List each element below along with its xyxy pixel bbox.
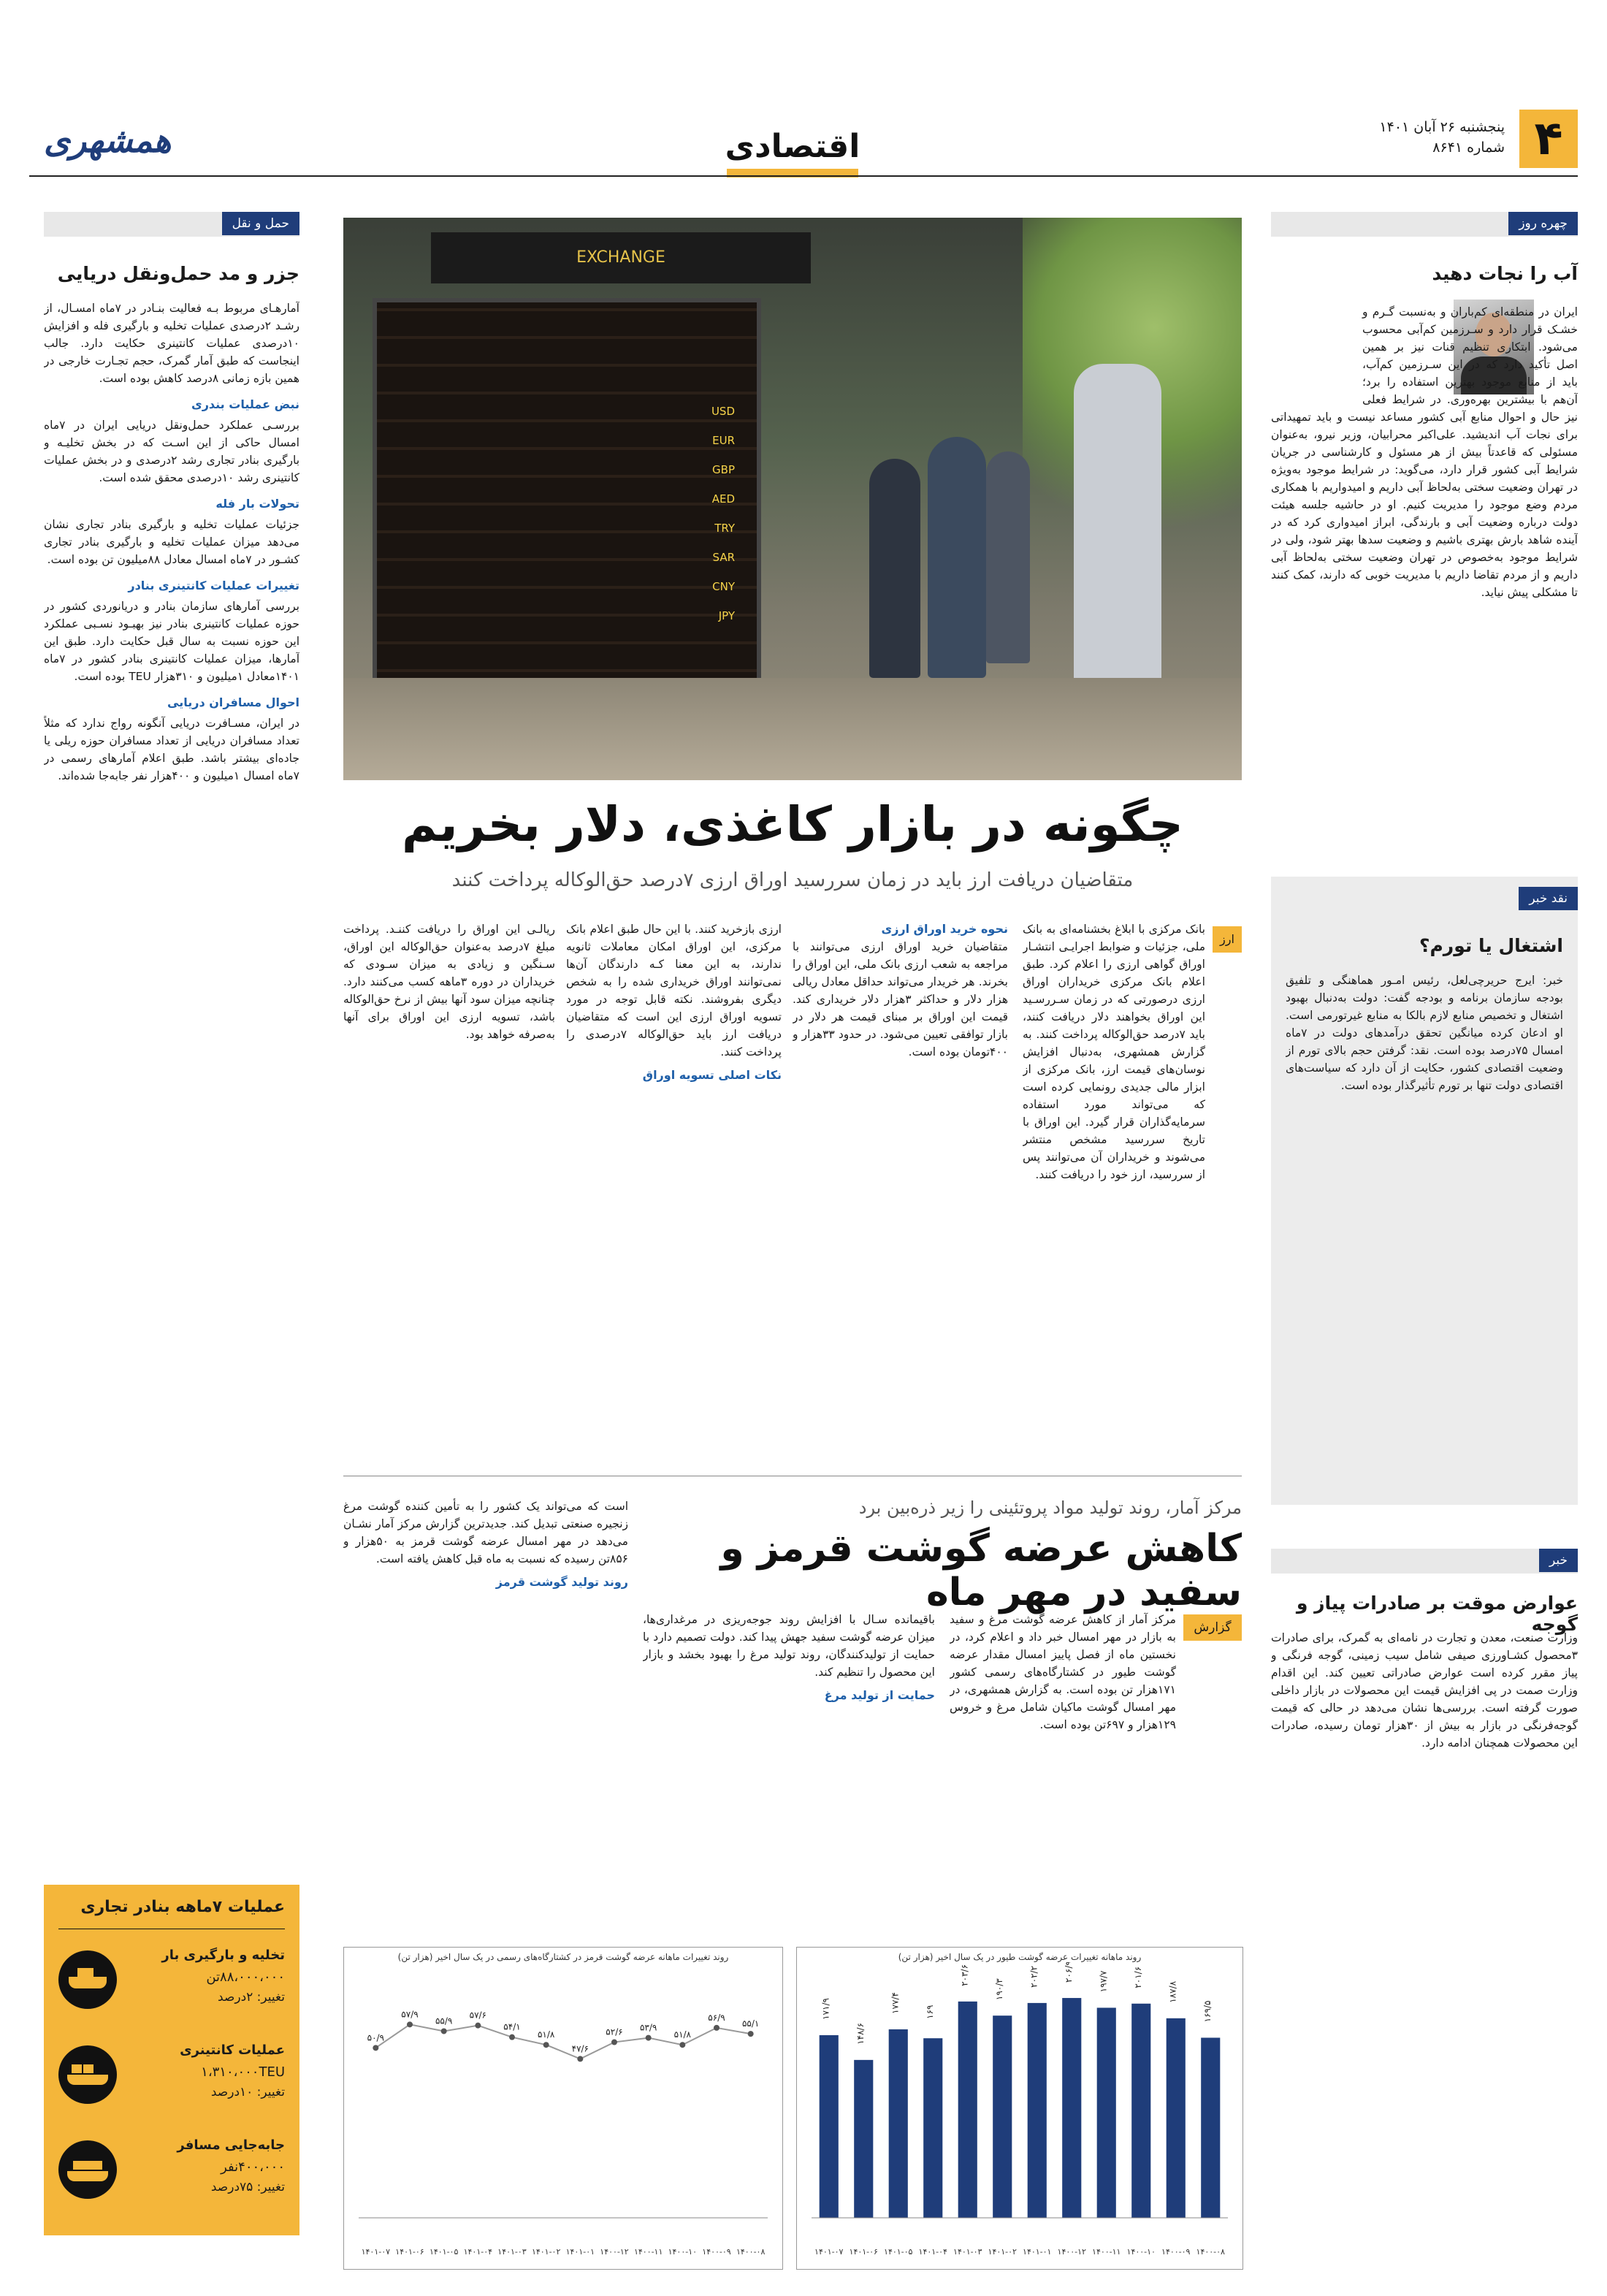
pedestrian (986, 451, 1030, 663)
x-tick-label: ۱۴۰۱-۰۳ (953, 2247, 982, 2257)
x-tick-label: ۱۴۰۰-۱۱ (633, 2247, 663, 2257)
main-col4: ریالـی این اوراق را دریافت کننـد. پرداخت مبلغ ۷درصد به‌عنوان حق‌الوکاله این اوراق، سـنگین و زیادی به میزان سـودی که خریداران در دوره ۳ماهه کسب می‌کنند دارد. چنانچه میزان سود آنها بیش از نرخ حق‌الوکاله باشد، تسویه ارزی این اوراق برای آنها به‌صرفه خواهد بود. (343, 923, 555, 1041)
bar-value-label: ۱۶۹ (925, 2005, 936, 2019)
point-value-label: ۵۳/۹ (639, 2022, 657, 2033)
nagh-body: خبر: ایرج حریرچی‌لعل، رئیس امـور هماهنگی و تلفیق بودجه سازمان برنامه و بودجه گفت: دولت به‌دنبال بهبود اشتغال و تخصیص منابع لازم بالکا به منابع غیرتورمی است. او ادعان کرده میانگین تحقق درآمدهای دولت در ۷ماه امسال ۷۵درصد بوده است. نقد: گرفتن حجم بالای تورم از وضعیت اقتصادی کشور، حکایت از آن دارد که سیاست‌های اقتصادی دولت تنها بر تورم تأثیرگذار بوده است. (1286, 974, 1563, 1092)
point-value-label: ۵۰/۹ (367, 2032, 385, 2043)
meat-col2-sub: حمایت از تولید مرغ (824, 1688, 935, 1702)
page-number: ۴ (1519, 110, 1578, 168)
board-row: GBP (712, 463, 735, 476)
main-col1: بانک مرکزی با ابلاغ بخشنامه‌ای به بانک ملی، جزئیات و ضوابط اجرایـی انتشـار اوراق گواهی ارزی را اعلام کرد. طبق اعلام بانک مرکزی خریداران اوراق ارزی درصورتی که در زمان سـررسـید این اوراق بخواهند دلار دریافت کنند، باید ۷درصد حق‌الوکاله پرداخت کنند. به گزارش همشهری، به‌دنبال افزایش نوسان‌های قیمت ارز، بانک مرکزی از ابزار مالی جدیدی رونمایی کرده است که می‌تواند مورد استفاده سرمایه‌گذاران قرار گیرد. این اوراق با تاریخ سررسید مشخص منتشر می‌شوند و خریداران آن می‌توانند پس از سررسید، ارز خود را دریافت کنند. (1023, 923, 1205, 1181)
x-tick-label: ۱۴۰۱-۰۱ (1023, 2247, 1052, 2257)
left-sub4: احوال مسافران دریایی (167, 695, 299, 709)
infobox-value: ۸۸،۰۰۰،۰۰۰تن (206, 1969, 285, 1985)
nagh-khabar-box (1271, 877, 1578, 1505)
left-col-header (44, 212, 299, 237)
left-sub1: نبض عملیات بندری (191, 397, 299, 411)
line-point (714, 2025, 719, 2031)
infobox-item-cargo (58, 1943, 285, 2024)
bar-value-label: ۱۶۹/۵ (1202, 2000, 1213, 2023)
nagh-title: اشتغال یا تورم؟ (1419, 935, 1563, 956)
x-tick-label: ۱۴۰۱-۰۵ (429, 2247, 459, 2257)
point-value-label: ۵۷/۹ (401, 2009, 419, 2020)
chart-bar (820, 2035, 839, 2218)
infobox-item-passenger (58, 2133, 285, 2213)
board-row: EUR (712, 434, 735, 447)
series-line (375, 2021, 750, 2059)
tag-haml-naghl: حمل و نقل (222, 212, 299, 235)
bar-value-label: ۱۹۰/۳ (994, 1978, 1005, 2001)
bar-value-label: ۱۷۷/۴ (890, 1992, 901, 2014)
tag-khabar: خبر (1539, 1549, 1578, 1572)
left-p5: در ایران، مسـافرت دریایی آنگونه رواج ندارد که مثلاً تعداد مسافران دریایی از تعداد مسافران حوزه ریلی یا جاده‌ای بیشتر باشد. طبق اعلام آمارهای رسمی در ۷ماه امسال ۱میلیون و ۴۰۰هزار نفر جابه‌جا شده‌اند. (44, 717, 299, 782)
khabar-header (1271, 1549, 1578, 1574)
chehre-body (1271, 303, 1578, 844)
x-tick-label: ۱۴۰۰-۱۰ (668, 2247, 698, 2257)
pedestrian (869, 459, 920, 678)
x-tick-label: ۱۴۰۱-۰۷ (814, 2247, 844, 2257)
bar-value-label: ۲۰۱/۶ (1133, 1966, 1144, 1988)
point-value-label: ۵۱/۸ (537, 2029, 555, 2040)
left-p3: جزئیات عملیات تخلیه و بارگیری بنادر تجاری نشان می‌دهد میزان عملیات تخلیه و بارگیری بنادر تجاری کشـور در ۷ماه امسال معادل ۸۸میلیون تن بوده است. (44, 518, 299, 566)
bar-value-label: ۲۰۲/۲ (1028, 1965, 1039, 1988)
point-value-label: ۵۴/۱ (503, 2021, 521, 2032)
x-tick-label: ۱۴۰۰-۰۸ (1196, 2247, 1225, 2257)
section-title: اقتصادی (725, 128, 860, 165)
x-tick-label: ۱۴۰۱-۰۳ (497, 2247, 527, 2257)
bar-value-label: ۱۴۸/۶ (855, 2022, 866, 2045)
exchange-sign: EXCHANGE (431, 232, 811, 283)
infobox-title: عملیات ۷ماهه بنادر تجاری (80, 1898, 285, 1916)
meat-col1: مرکز آمار از کاهش عرضه گوشت مرغ و سفید به بازار در مهر امسال خبر داد و اعلام کرد، در نخستین ماه از فصل پاییز امسال مقدار عرضه گوشت طیور در کشتارگاه‌های رسمی کشور ۱۷۱هزار تن بوده است. به گزارش همشهری، در مهر امسال گوشت ماکیان شامل مرغ و خروس ۱۲۹هزار و ۶۹۷تن بوده است. (950, 1613, 1176, 1731)
infobox-value: ۱،۳۱۰،۰۰۰TEU (201, 2064, 285, 2080)
infobox-item-container (58, 2038, 285, 2118)
infobox-value: ۴۰۰،۰۰۰نفر (221, 2159, 285, 2175)
main-col3-sub: نکات اصلی تسویه اوراق (642, 1068, 782, 1082)
line-point (543, 2042, 549, 2048)
chart-bar (993, 2015, 1012, 2218)
meat-col3-text: است که می‌تواند یک کشور را به تأمین کننده گوشت مرغ زنجیره صنعتی تبدیل کند. جدیدترین گزارش مرکز آمار نشـان می‌دهد در مهر امسال عرضه گوشت قرمز به ۵۰هزار و ۸۵۶تن رسیده که نسبت به ماه قبل کاهش یافته است. (343, 1500, 628, 1565)
chehre-title: آب را نجات دهید (1432, 263, 1578, 284)
rate-board (373, 298, 761, 701)
bar-value-label: ۱۷۱/۹ (820, 1998, 831, 2020)
tag-nagh-khabar: نقد خبر (1519, 887, 1578, 910)
left-sub3: تغییرات عملیات کانتینری بنادر (128, 579, 299, 592)
bar-value-label: ۲۰۶/۹ (1064, 1962, 1074, 1983)
x-tick-label: ۱۴۰۱-۰۶ (395, 2247, 424, 2257)
infobox-label: عملیات کانتینری (180, 2043, 285, 2058)
x-tick-label: ۱۴۰۱-۰۲ (531, 2247, 561, 2257)
bar-value-label: ۱۹۷/۷ (1098, 1970, 1109, 1993)
bar-value-label: ۱۸۷/۸ (1167, 1980, 1178, 2003)
meat-pretitle: مرکز آمار، روند تولید مواد پروتئینی را زیر ذره‌بین برد (858, 1498, 1242, 1518)
point-value-label: ۵۲/۶ (606, 2026, 623, 2037)
left-title: جزر و مد حمل‌ونقل دریایی (57, 263, 299, 284)
chart-bar (1201, 2037, 1220, 2218)
sidewalk (343, 678, 1242, 780)
line-point (407, 2021, 413, 2027)
main-col3-text: ارزی بازخرید کنند. با این حال طبق اعلام بانک مرکزی، این اوراق امکان معاملات ثانویه ندارند، به این معنا کـه دارندگان آن‌ها نمی‌توانند اوراق خریداری شده را به شخص دیگری بفروشند. نکته قابل توجه در مورد تسویه اوراق ارزی این است که متقاضیان دریافت ارز باید حق‌الوکاله ۷درصدی را پرداخت کنند. (566, 923, 782, 1059)
line-point (679, 2042, 685, 2048)
poultry-chart-title: روند ماهانه تغییرات عرضه گوشت طیور در یک سال اخیر (هزار تن) (898, 1952, 1142, 1962)
x-tick-label: ۱۴۰۱-۰۷ (361, 2247, 391, 2257)
cargo-ship-icon (58, 1950, 117, 2009)
x-tick-label: ۱۴۰۰-۱۲ (1057, 2247, 1086, 2257)
board-row: USD (711, 405, 735, 418)
chart-bar (958, 2002, 977, 2218)
left-body (44, 300, 299, 1856)
redmeat-line-chart (344, 1962, 782, 2262)
chart-bar (1131, 2004, 1150, 2218)
line-point (611, 2040, 617, 2045)
board-row: AED (711, 492, 735, 506)
khabar-body: وزارت صنعت، معدن و تجارت در نامه‌ای به گمرک، برای صادرات ۳محصول کشـاورزی صیفی شامل سیب زمینی، گوجه فرنگی و پیاز مقرر کرده است عوارض صادراتی تعیین کند. این اقدام وزارت صمت در پی افزایش قیمت این محصولات در بازار داخلی صورت گرفته است. بررسی‌ها نشان می‌دهد در حالی که قیمت گوجه‌فرنگی در بازار به بیش از ۳۰هزار تومان رسیده، صادرات این محصولات همچنان ادامه دارد. (1271, 1631, 1578, 1750)
point-value-label: ۴۷/۶ (571, 2043, 589, 2054)
chart-bar (889, 2029, 908, 2218)
left-p2: بررسـی عملکرد حمل‌ونقل دریایی ایران در ۷ماه امسال حاکی از این اسـت که در بخش تخلیـه و بارگیری بنادر تجاری رشد ۲درصدی و در بخش عملیات کانتینری رشد ۱۰درصدی محقق شده است. (44, 419, 299, 484)
line-point (748, 2031, 754, 2037)
left-p4: بررسی آمارهای سازمان بنادر و دریانوردی کشور در حوزه عملیات کانتینری بنادر نیز بهبـود نسـبی عملکرد این حوزه نسبت به سال قبل حکایت دارد. طبق این آمارها، میزان عملیات کانتینری بنادر کشور در ۷ماه ۱۴۰۱معادل ۱میلیون و ۳۱۰هزار TEU بوده است. (44, 600, 299, 683)
board-row: JPY (718, 609, 735, 622)
poultry-bar-chart (797, 1962, 1243, 2262)
line-point (475, 2023, 481, 2029)
meat-col2 (643, 1611, 935, 1940)
left-sub2: تحولات بار فله (215, 497, 299, 511)
container-ship-icon (58, 2045, 117, 2104)
meat-col3-sub: روند تولید گوشت قرمز (495, 1575, 628, 1589)
board-row: SAR (712, 551, 735, 564)
chart-bar (1167, 2018, 1186, 2218)
chart-bar (854, 2060, 873, 2218)
chart-bar (1062, 1998, 1081, 2218)
chart-bar (1097, 2007, 1116, 2218)
point-value-label: ۵۵/۱ (741, 2018, 760, 2029)
passenger-ship-icon (58, 2140, 117, 2199)
exchange-photo (343, 218, 1242, 780)
infobox-label: تخلیه و بارگیری بار (161, 1948, 285, 1963)
redmeat-chart-title: روند تغییرات ماهانه عرضه گوشت قرمز در کشتارگاه‌های رسمی در یک سال اخیر (هزار تن) (397, 1952, 729, 1962)
point-value-label: ۵۶/۹ (708, 2012, 725, 2023)
x-tick-label: ۱۴۰۱-۰۱ (565, 2247, 595, 2257)
x-tick-label: ۱۴۰۰-۱۰ (1126, 2247, 1156, 2257)
pedestrian (928, 437, 986, 678)
issue-date: پنجشنبه ۲۶ آبان ۱۴۰۱ (1379, 119, 1505, 135)
x-tick-label: ۱۴۰۰-۰۸ (736, 2247, 766, 2257)
khabar-title: عوارض موقت بر صادرات پیاز و گوجه (1296, 1593, 1578, 1635)
meat-col2-text: باقیمانده سـال با افزایش روند جوجه‌ریزی در مرغداری‌ها، میزان عرضه گوشت سفید جهش پیدا کند. دولت تصمیم دارد با حمایت از تولیدکنندگان، روند تولید مرغ را بهبود بخشد و بازار این محصول را تنظیم کند. (643, 1613, 935, 1679)
line-point (509, 2034, 515, 2040)
redmeat-chart (343, 1947, 783, 2270)
bar-value-label: ۲۰۳/۶ (959, 1964, 970, 1986)
point-value-label: ۵۵/۹ (435, 2015, 453, 2026)
board-row: CNY (712, 580, 735, 593)
board-row: TRY (714, 522, 735, 535)
line-point (577, 2056, 583, 2062)
article-kicker: ارز (1213, 926, 1242, 953)
main-col3 (566, 920, 782, 1446)
section-logo (719, 128, 866, 179)
issue-info (1379, 117, 1505, 158)
infobox-change: تغییر: ۲درصد (218, 1990, 285, 2005)
infobox-change: تغییر: ۷۵درصد (210, 2180, 285, 2194)
masthead-logo: همشهری (44, 121, 172, 160)
main-col2-sub1: نحوه خرید اوراق ارزی (881, 922, 1008, 936)
main-col2 (793, 920, 1008, 1446)
chart-bar (1028, 2003, 1047, 2218)
meat-headline: کاهش عرضه گوشت قرمز و سفید در مهر ماه (720, 1527, 1242, 1614)
x-tick-label: ۱۴۰۰-۰۹ (702, 2247, 731, 2257)
x-tick-label: ۱۴۰۰-۰۹ (1161, 2247, 1191, 2257)
x-tick-label: ۱۴۰۰-۱۱ (1092, 2247, 1121, 2257)
ports-infobox (44, 1885, 299, 2235)
x-tick-label: ۱۴۰۱-۰۵ (884, 2247, 913, 2257)
infobox-change: تغییر: ۱۰درصد (210, 2085, 285, 2099)
infobox-label: جابه‌جایی مسافر (177, 2137, 285, 2153)
header-rule (29, 175, 1578, 177)
right-col-header (1271, 212, 1578, 237)
line-point (441, 2028, 447, 2034)
x-tick-label: ۱۴۰۰-۱۲ (600, 2247, 629, 2257)
main-lead: متقاضیان دریافت ارز باید در زمان سررسید اوراق ارزی ۷درصد حق‌الوکاله پرداخت کنند (451, 869, 1134, 891)
meat-col3 (343, 1498, 628, 1936)
x-tick-label: ۱۴۰۱-۰۲ (988, 2247, 1017, 2257)
x-tick-label: ۱۴۰۱-۰۶ (849, 2247, 878, 2257)
chart-bar (923, 2038, 942, 2218)
tag-chehre-rooz: چهره روز (1508, 212, 1578, 235)
point-value-label: ۵۷/۶ (469, 2010, 487, 2021)
issue-number: شماره ۸۶۴۱ (1432, 140, 1505, 156)
meat-kicker: گزارش (1183, 1614, 1242, 1641)
main-headline: چگونه در بازار کاغذی، دلار بخریم (402, 796, 1183, 853)
line-point (373, 2045, 378, 2051)
point-value-label: ۵۱/۸ (673, 2029, 692, 2040)
x-tick-label: ۱۴۰۱-۰۴ (918, 2247, 947, 2257)
poultry-chart (796, 1947, 1243, 2270)
left-p1: آمارهـای مربوط بـه فعالیت بنـادر در ۷ماه امسـال، از رشـد ۲درصدی عملیات تخلیه و بارگیری فله و افزایش ۱۰درصدی عملیات کانتینری حکایت دارد. جالب اینجاست که طبق آمار گمرک، حجم تجـارت خارجی در همین بازه زمانی ۸درصد کاهش بوده است. (44, 302, 299, 385)
line-point (646, 2035, 652, 2041)
main-col2-text: متقاضیان خرید اوراق ارزی می‌توانند با مراجعه به شعب ارزی بانک ملی، این اوراق را بخرند. هر خریدار می‌تواند حداقل معادل ریالی هزار دلار و حداکثر ۳هزار دلار خریداری کند. قیمت این اوراق بر مبنای قیمت هر دلار در بازار توافقی تعیین می‌شود. در حدود ۳۳هزار و ۴۰۰تومان بوده است. (793, 940, 1008, 1059)
chehre-text: ایران در منطقه‌ای کم‌باران و به‌نسبت گـرم و خشـک قرار دارد و سـرزمین کم‌آبی محسوب می‌شود. ابتکاری تنظیم قنات نیز بر همین اصل تأکید دارد که در این سـرزمین کم‌آب، باید از منابع موجود بهترین استفاده را برد؛ آن‌هم با بیشترین بهره‌وری. در شرایط فعلی نیز حال و احوال منابع آبی کشور مساعد نیست و باید تمهیداتی برای نجات آب اندیشید. علی‌اکبر محرابیان، وزیر نیرو، به‌عنوان مسئولی که قاعدتاً بیش از هر مسئول و کارشناسی در جریان شرایط آبی کشور قرار دارد، می‌گوید: در شرایط موجود به‌ویژه در تهران وضعیت سختی به‌لحاظ آبی داریم و امیدواریم با همکاری مردم وضع موجود را مدیریت کنیم. او در حاشیه جلسه هیئت دولت درباره وضعیت آبی و بارندگی، ابراز امیدواری کرد که در آینده شاهد بارش بهتری باشیم و وضعیت سدها بهتر شود، ولی در شرایط موجود به‌خصوص در تهران وضعیت سختی به‌لحاظ آبی داریم و از مردم تقاضا داریم با مدیریت خوبی که دارند، کمک کنند تا مشکلی پیش نیاید. (1271, 305, 1578, 599)
x-tick-label: ۱۴۰۱-۰۴ (463, 2247, 493, 2257)
